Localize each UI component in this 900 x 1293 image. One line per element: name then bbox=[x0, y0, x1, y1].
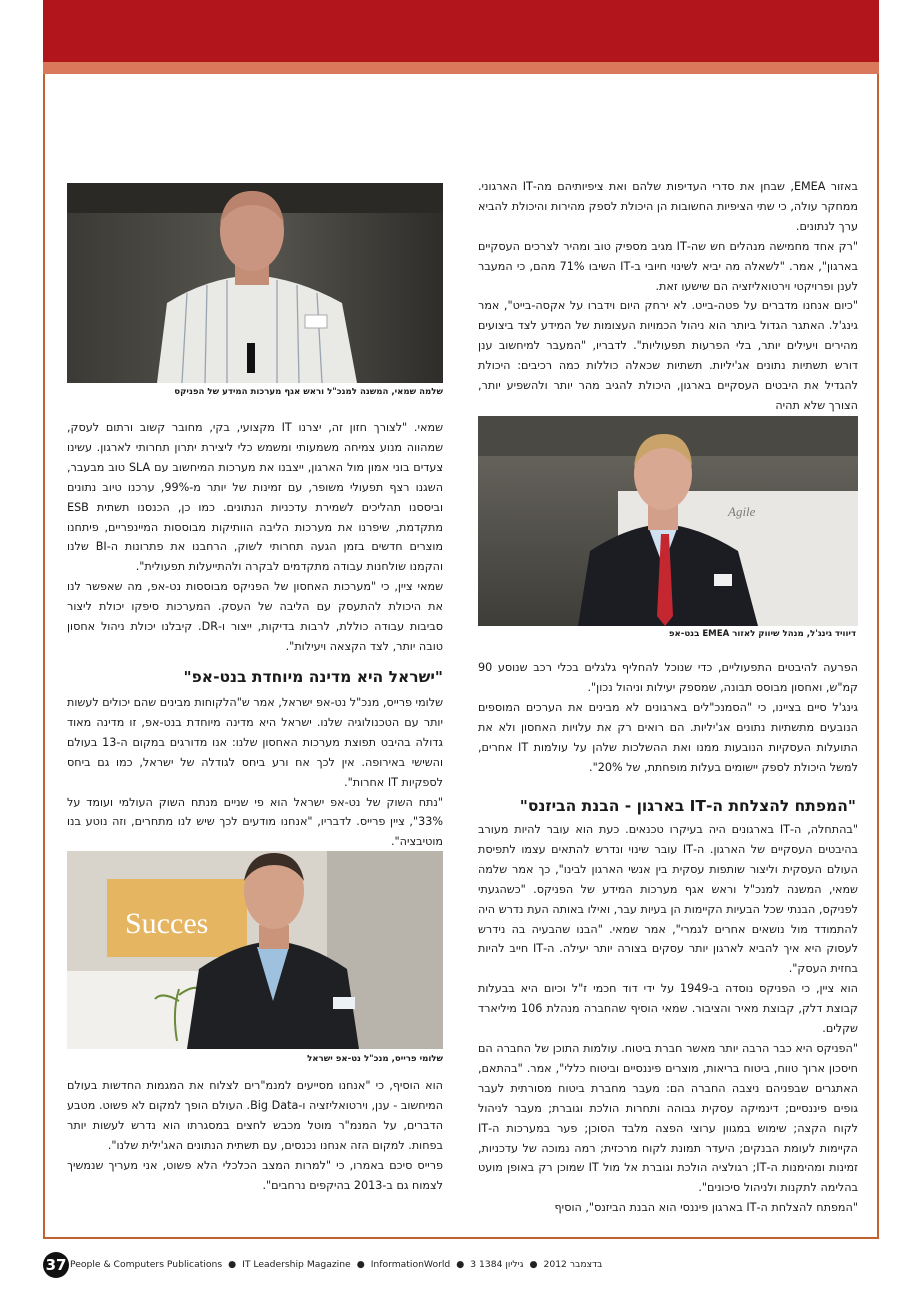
photo-caption: דיוויד גינג'ל, מנהל שיווק לאזור EMEA בנט-אפ bbox=[668, 629, 856, 639]
article-right-mid bbox=[478, 658, 858, 777]
paragraph: "רק אחד מחמישה מנהלים חש שה-IT מגיב מספיק טוב ומהיר לצרכים העסקיים בארגון", אמר. "לשאלה מה יביא לשינוי חיובי ב-IT השיבו 71% מהם, כי המעבר לענן ופרויקטי וירטואליזציה הם שישעו זאת. bbox=[478, 239, 858, 293]
photo-caption: שלומי פרייס, מנכ"ל נט-אפ ישראל bbox=[307, 1054, 443, 1064]
svg-text:Agile: Agile bbox=[728, 504, 756, 519]
paragraph: "הפניקס היא כבר הרבה יותר מאשר חברת ביטוח. עולמות התוכן של החברה הם חיסכון ארוך טווח, ביטוח בריאות, מוצרים פיננסיים וביטוח כללי", אמר. "בהתאם, האתגרים שבפניהם ניצבה החברה הם: מעבר מחברת ביטוח מסורתית לעבר גופים פיננסיים; דינמיקה עסקית גבוהה ותחרות הולכת וגוברת; מעבר לניהול לקוח הקצה; שימוש במגוון ערוצי הפצה מלבד הסוכן; פער במערכות ה-IT הקיימות לעומת הבנקים; היעדר תמונת לקוח מרכזית; רמה נמוכה של עדכניות, זמינות ומהימנות ה-IT; רגולציה הולכת וגוברת אל מול IT שמוכן רק באופן מועט בהלימה לתקנות ולניהול סיכונים". bbox=[478, 1041, 859, 1195]
paragraph: גינג'ל סיים בציינו, כי "הסמנכ"לים בארגונים לא מבינים את הערכים המוספים הנובעים מתשתיות נתונים אג'יליות. הם רואים רק את עלויות האחסון ולא את התועלות העסקיות הנובעות ממנו ואת ההשלכות שלהן על עולמות IT אחרים, למשל היכולת לספק יישומים בעלות מופחתת, של 20%". bbox=[478, 700, 858, 774]
footer-date: 3 בדצמבר 2012 bbox=[470, 1259, 603, 1270]
photo-caption: שלמה שמאי, המשנה למנכ"ל וראש אגף מערכות המידע של הפניקס bbox=[174, 387, 443, 397]
paragraph: באזור EMEA, שבחן את סדרי העדיפות שלהם ואת ציפיותיהם מה-IT הארגוני. ממחקר עולה, כי שתי הציפיות החשובות הן היכולת לספק מהירות והיכולת להביא ערך לנתונים. bbox=[478, 180, 858, 233]
article-right-bottom bbox=[478, 820, 858, 1218]
paragraph: הוא הוסיף, כי "אנחנו מסייעים למנמ"רים לצלוח את המגמות החדשות בעולם המיחשוב - ענן, וירטואליזציה ו-Big Data. העולם הופך למקום לא פשוט. מטבע הדברים, על המנמ"ר מוטל מכבש לחצים במסגרתו הוא נדרש לעשות יותר בפחות. למקום הזה אנחנו נכנסים, עם תשתית הנתונים האג'ילית שלנו". bbox=[67, 1079, 444, 1152]
footer-website: InformationWorld bbox=[370, 1259, 451, 1270]
bullet-icon: ● bbox=[356, 1259, 365, 1270]
photo-david-ginjel bbox=[478, 416, 858, 626]
article-left-mid bbox=[67, 693, 443, 852]
footer-issue: גיליון 1384 bbox=[479, 1259, 524, 1270]
frame-right bbox=[877, 74, 879, 1239]
photo-shlomi-preis bbox=[67, 851, 443, 1049]
paragraph: שמאי ציין, כי "מערכות האחסון של הפניקס מבוססות נט-אפ, מה שאפשר לנו את היכולת להתעסק עם הליבה של העסק. המערכות סיפקו יכולת ליצור סביבות עבודה כוללת, לרבות בדיקות, ייצור ו-DR. קיבלנו יכולת ניהול אחסון טובה יותר, לצד הקצאה ויעילות". bbox=[67, 580, 443, 653]
paragraph: הוא ציין, כי הפניקס נוסדה ב-1949 על ידי דוד חכמי ז"ל וכיום היא בבעלות קבוצת דלק, קבוצת מאיר והציבור. שמאי הוסיף שהחברה מנהלת 106 מיליארד שקלים. bbox=[478, 982, 858, 1036]
paragraph: "נתח השוק של נט-אפ ישראל הוא פי שניים מנתח השוק העולמי ועומד על 33%", ציין פרייס. לדבריו, "אנחנו מודעים לכך שיש לנו מתחרים, וזה נוטע בנו מוטיבציה". bbox=[67, 795, 443, 849]
bullet-icon: ● bbox=[228, 1259, 237, 1270]
frame-left bbox=[43, 74, 45, 1239]
footer-credits bbox=[70, 1259, 602, 1270]
paragraph: שלומי פרייס, מנכ"ל נט-אפ ישראל, אמר ש"הלקוחות מבינים שהם יכולים לעשות יותר עם הטכנולוגיה שלנו. ישראל היא מדינה מיוחדת בנט-אפ, זו מדינה מאוד גדולה בהיבט תפוצת מערכות האחסון שלנו: אנו מדורגים במקום ה-13 בעולם והשישי באירופה. אין לכך אח ורע ביחס לגודלה של ישראל, כמו גם ביחס לספקיות IT אחרות". bbox=[67, 696, 443, 789]
header-banner bbox=[43, 0, 879, 62]
paragraph: פרייס סיכם באמרו, כי "למרות המצב הכלכלי הלא פשוט, אני מעריך שנמשיך לצמוח גם ב-2013 בהיקפים נרחבים". bbox=[67, 1158, 443, 1192]
article-right-top bbox=[478, 177, 858, 416]
photo-shlomo-shmai bbox=[67, 183, 443, 383]
article-left-top bbox=[67, 418, 443, 657]
bullet-icon: ● bbox=[529, 1259, 538, 1270]
article-left-bottom bbox=[67, 1076, 443, 1195]
section-heading: "המפתח להצלחת ה-IT בארגון - הבנת הביזנס" bbox=[519, 797, 856, 815]
bullet-icon: ● bbox=[456, 1259, 465, 1270]
frame-bottom bbox=[43, 1237, 879, 1239]
header-stripe bbox=[43, 62, 879, 74]
section-heading: "ישראל היא מדינה מיוחדת בנט-אפ" bbox=[183, 668, 443, 686]
footer-publisher: People & Computers Publications bbox=[70, 1259, 223, 1270]
page-footer bbox=[43, 1252, 879, 1278]
paragraph: "בהתחלה, ה-IT בארגונים היה בעיקרו טכנאים. כעת הוא עובר להיות מעורב בהיבטים העסקיים של הארגון. ה-IT עובר שינוי ונדרש להתאים עצמו לתפיסת העולם העסקית וליצור שותפות עסקית בין אנשי הארגון לבינו", כך אמר שלמה שמאי, המשנה למנכ"ל וראש אגף מערכות המידע של הפניקס. "כשהגעתי לפניקס, הבנתי שכל הבעיות הקיימות הן בעיות עבר, ואילו באותה העת נדרש היה להתמודד מול נושאים אחרים לגמרי", אמר שמאי. "הבנו שהבעיה בה נידרש לעסוק היא איך להביא לארגון יותר עסקים בצורה יותר יעילה. ה-IT חייב להיות בחזית העסק". bbox=[478, 823, 858, 976]
page-number: 37 bbox=[43, 1252, 69, 1278]
paragraph: "המפתח להצלחת ה-IT בארגון פיננסי הוא הבנת הביזנס", הוסיף bbox=[554, 1201, 858, 1215]
paragraph: "כיום אנחנו מדברים על פטה-בייט. לא ירחק היום וידברו על אקסה-בייט", אמר גינג'ל. האתגר הגדול ביותר הוא ניהול הכמויות העצומות של המידע לצד ביצועים מהירים ויעילים יותר, בלי הפרעות תפעוליות". לדבריו, "המעבר למיחשוב ענן דורש תשתיות נתונים אג'יליות. תשתיות שכאלה כוללות כמה רכיבים: היכולת להגדיל את היבטים העסקיים בארגון, היכולת להגיב מהר יותר ולהשפיע יותר, הצורך שלא תהיה bbox=[478, 299, 858, 412]
footer-magazine: IT Leadership Magazine bbox=[242, 1259, 351, 1270]
paragraph: שמאי. "לצורך חזון זה, יצרנו IT מקצועי, בקי, מחובר קשוב ורתום לעסק, שמהווה מנוע צמיחה משמעותי ומשמש כלי ליצירת יתרון תחרותי לארגון. עשינו צעדים בוני אמון מול הארגון, ייצבנו את מערכות המיחשוב עם SLA טוב מבעבר, השגנו רצף תפעולי משופר, עם זמינות של יותר מ-99%, ערכנו טיוב נתונים וביססנו תהליכים לשמירת עדכניות הנתונים. כמו כן, הכנסנו תשתית ESB מתקדמת, שיפרנו את מערכות הליבה הוותיקות מבוססות המיינפריים, פיתחנו מוצרים חדשים בזמן הגעה תחרותי לשוק, הרחבנו את פתרונות ה-BI שלנו והקמנו שולחנות עבודה מתקדמים לבקרה ולהתייעלות תפעולית". bbox=[67, 421, 444, 574]
paragraph: הפרעה להיבטים התפעוליים, כדי שנוכל להחליף גלגלים בכלי רכב שנוסע 90 קמ"ש, ואחסון מבוסס תבונה, שמספק יעילות וניהול נכון". bbox=[478, 661, 858, 694]
svg-text:Succes: Succes bbox=[125, 907, 209, 940]
